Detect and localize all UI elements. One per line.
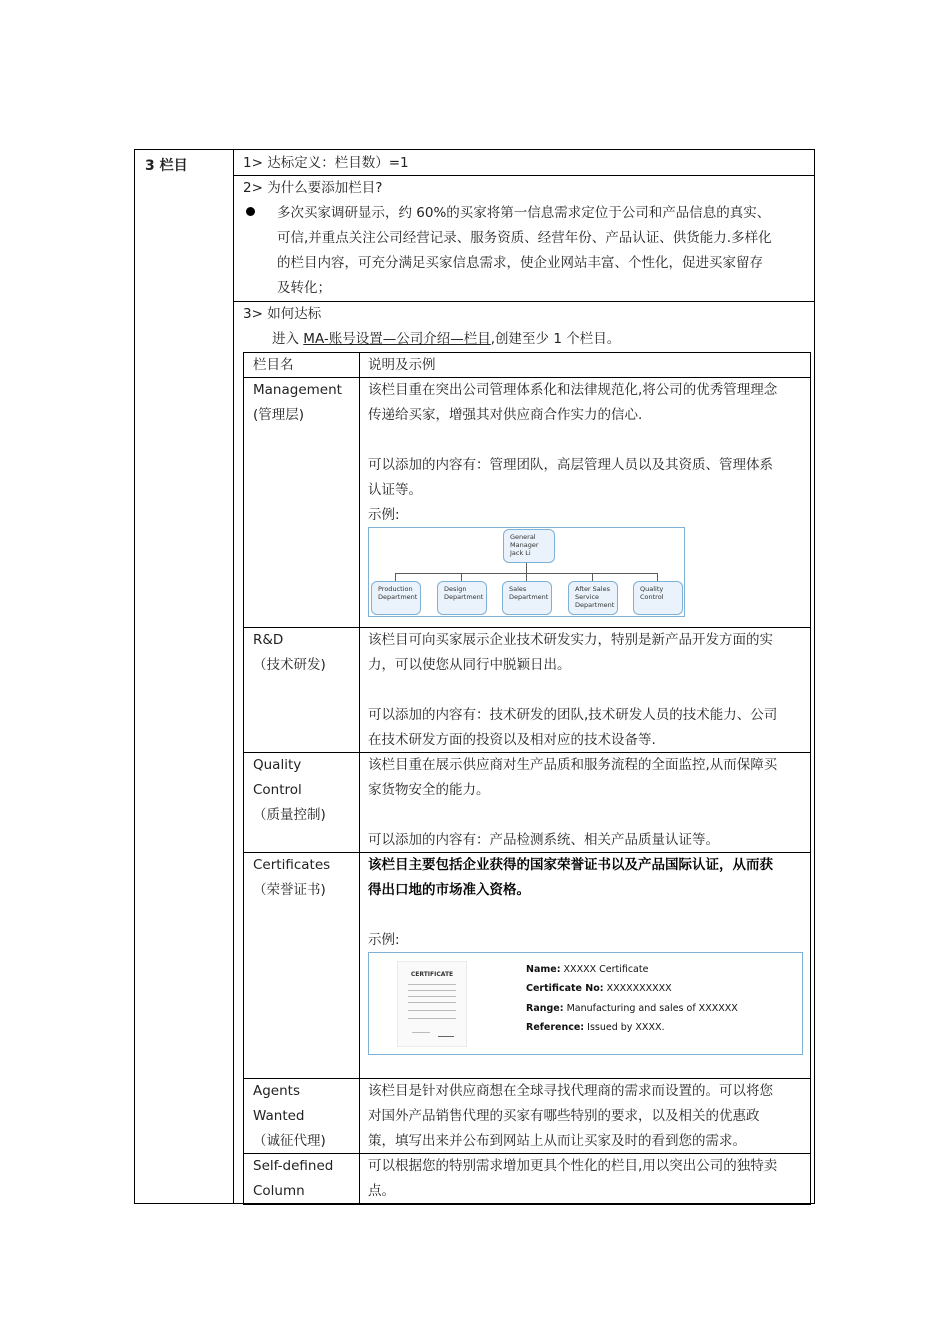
columns-table [243,352,811,1205]
criteria-definition: 1> 达标定义：栏目数）=1 [243,155,409,171]
quality-desc-2: 家货物安全的能力。 [368,782,490,798]
certificate-doc-title: CERTIFICATE [410,971,454,978]
how-intro [272,327,620,352]
rnd-desc-3: 可以添加的内容有：技术研发的团队,技术研发人员的技术能力、公司 [368,707,778,723]
header-column-name: 栏目名 [253,357,294,373]
rnd-desc-1: 该栏目可向买家展示企业技术研发实力，特别是新产品开发方面的实 [368,632,773,648]
management-example-label: 示例: [368,507,400,523]
self-defined-desc-2: 点。 [368,1183,395,1199]
certificates-desc-2: 得出口地的市场准入资格。 [368,882,530,898]
column-name-management-cn: (管理层) [253,407,305,423]
cert-name: Name: XXXXX Certificate [526,964,649,975]
why-line-1: 多次买家调研显示，约 60%的买家将第一信息需求定位于公司和产品信息的真实、 [277,205,771,221]
column-name-rnd: R&D [253,632,284,648]
column-name-self-defined: Self-defined [253,1158,334,1174]
column-name-agents: Agents [253,1083,300,1099]
management-desc-2: 传递给买家，增强其对供应商合作实力的信心. [368,407,643,423]
column-name-quality: Quality [253,757,302,773]
quality-desc-1: 该栏目重在展示供应商对生产品质和服务流程的全面监控,从而保障买 [368,757,778,773]
section-title: 3 栏目 [145,158,188,174]
column-name-management: Management [253,382,342,398]
section-column [135,150,234,1203]
why-heading: 2> 为什么要添加栏目? [243,180,383,196]
org-node-design: Design Department [437,581,487,615]
org-node-sales: Sales Department [502,581,552,615]
column-name-self-defined-2: Column [253,1183,305,1199]
management-desc-1: 该栏目重在突出公司管理体系化和法律规范化,将公司的优秀管理理念 [368,382,778,398]
how-heading: 3> 如何达标 [243,306,322,322]
why-line-4: 及转化； [277,280,331,296]
org-node-quality: Quality Control [633,581,683,615]
org-node-after-sales: After Sales Service Department [568,581,618,615]
how-intro-suffix: ,创建至少 1 个栏目。 [490,331,621,347]
cert-reference: Reference: Issued by XXXX. [526,1022,665,1033]
certificates-desc-1: 该栏目主要包括企业获得的国家荣誉证书以及产品国际认证，从而获 [368,857,773,873]
column-name-quality-2: Control [253,782,302,798]
bullet-icon [246,207,255,216]
column-name-certificates: Certificates [253,857,331,873]
why-line-3: 的栏目内容，可充分满足买家信息需求，使企业网站丰富、个性化，促进买家留存 [277,255,763,271]
self-defined-desc-1: 可以根据您的特别需求增加更具个性化的栏目,用以突出公司的独特卖 [368,1158,778,1174]
column-name-rnd-cn: （技术研发) [253,657,326,673]
header-description: 说明及示例 [368,357,436,373]
cert-number: Certificate No: XXXXXXXXXX [526,983,672,994]
rnd-desc-4: 在技术研发方面的投资以及相对应的技术设备等. [368,732,656,748]
management-desc-4: 认证等。 [368,482,422,498]
rnd-desc-2: 力，可以使您从同行中脱颖日出。 [368,657,571,673]
why-line-2: 可信,并重点关注公司经营记录、服务资质、经营年份、产品认证、供货能力.多样化 [277,230,772,246]
certificate-document-thumbnail [397,961,467,1047]
column-name-agents-cn: （诚征代理) [253,1133,326,1149]
how-intro-prefix: 进入 [272,331,304,347]
agents-desc-3: 策，填写出来并公布到网站上从而让买家及时的看到您的需求。 [368,1133,746,1149]
agents-desc-2: 对国外产品销售代理的买家有哪些特别的要求，以及相关的优惠政 [368,1108,760,1124]
cert-range: Range: Manufacturing and sales of XXXXXX [526,1003,738,1014]
certificates-example-label: 示例: [368,932,400,948]
settings-path-link: MA-账号设置—公司介绍—栏目 [303,331,491,347]
column-name-certificates-cn: （荣誉证书) [253,882,326,898]
column-name-agents-2: Wanted [253,1108,305,1124]
column-name-quality-cn: （质量控制) [253,807,326,823]
org-node-production: Production Department [371,581,421,615]
outer-table [134,149,815,1204]
org-node-general-manager: General Manager Jack Li [503,529,555,563]
agents-desc-1: 该栏目是针对供应商想在全球寻找代理商的需求而设置的。可以将您 [368,1083,773,1099]
certificate-example [368,952,803,1055]
org-chart-example [368,527,685,617]
quality-desc-3: 可以添加的内容有：产品检测系统、相关产品质量认证等。 [368,832,719,848]
management-desc-3: 可以添加的内容有：管理团队，高层管理人员以及其资质、管理体系 [368,457,773,473]
